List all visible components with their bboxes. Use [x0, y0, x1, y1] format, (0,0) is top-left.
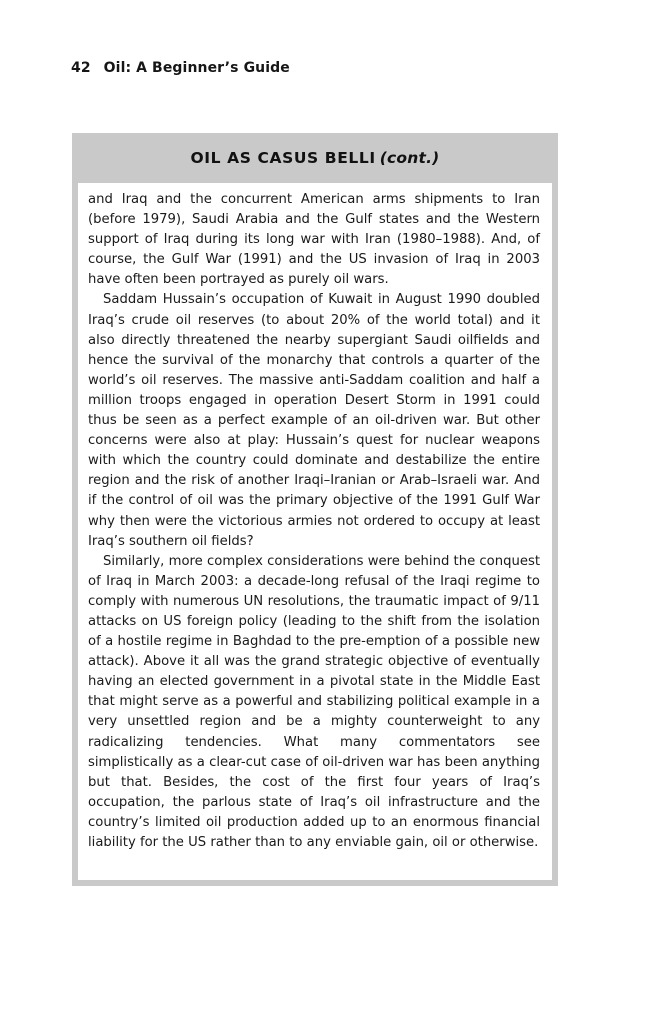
running-head	[71, 60, 290, 76]
sidebar-box-header	[78, 133, 552, 183]
paragraph-1: and Iraq and the concurrent American arms shipments to Iran (before 1979), Saudi Arabia and the Gulf states and the Western support of Iraq during its long war with Iran (1980–1988). And, of course, the Gulf War (1991) and the US invasion of Iraq in 2003 have often been portrayed as purely oil wars.	[88, 192, 540, 288]
sidebar-box-body	[78, 183, 552, 880]
sidebar-box-title-suffix: (cont.)	[379, 149, 440, 167]
sidebar-box	[72, 133, 558, 886]
page-number: 42	[71, 60, 91, 76]
paragraph-3: Similarly, more complex considerations were behind the conquest of Iraq in March 2003: a decade-long refusal of the Iraqi regime to comply with numerous UN resolutions, the traumatic impact of 9/11 attacks on US foreign policy (leading to the shift from the isolation of a hostile regime in Baghdad to the pre-emption of a possible new attack). Above it all was the grand strategic objective of eventually having an elected government in a pivotal state in the Middle East that might serve as a powerful and stabilizing political example in a very unsettled region and be a mighty counterweight to any radicalizing tendencies. What many commentators see simplistically as a clear-cut case of oil-driven war has been anything but that. Besides, the cost of the first four years of Iraq’s occupation, the parlous state of Iraq’s oil infrastructure and the country’s limited oil production added up to an enormous financial liability for the US rather than to any enviable gain, oil or otherwise.	[88, 553, 540, 850]
book-title: Oil: A Beginner’s Guide	[103, 60, 290, 76]
sidebar-box-title: OIL AS CASUS BELLI	[190, 149, 376, 167]
paragraph-2: Saddam Hussain’s occupation of Kuwait in August 1990 doubled Iraq’s crude oil reserves (to about 20% of the world total) and it also directly threatened the nearby supergiant Saudi oilfields and hence the survival of the monarchy that controls a quarter of the world’s oil reserves. The massive anti-Saddam coalition and half a million troops engaged in operation Desert Storm in 1991 could thus be seen as a perfect example of an oil-driven war. But other concerns were also at play: Hussain’s quest for nuclear weapons with which the country could dominate and destabilize the entire region and the risk of another Iraqi–Iranian or Arab–Israeli war. And if the control of oil was the primary objective of the 1991 Gulf War why then were the victorious armies not ordered to occupy at least Iraq’s southern oil fields?	[88, 292, 540, 549]
